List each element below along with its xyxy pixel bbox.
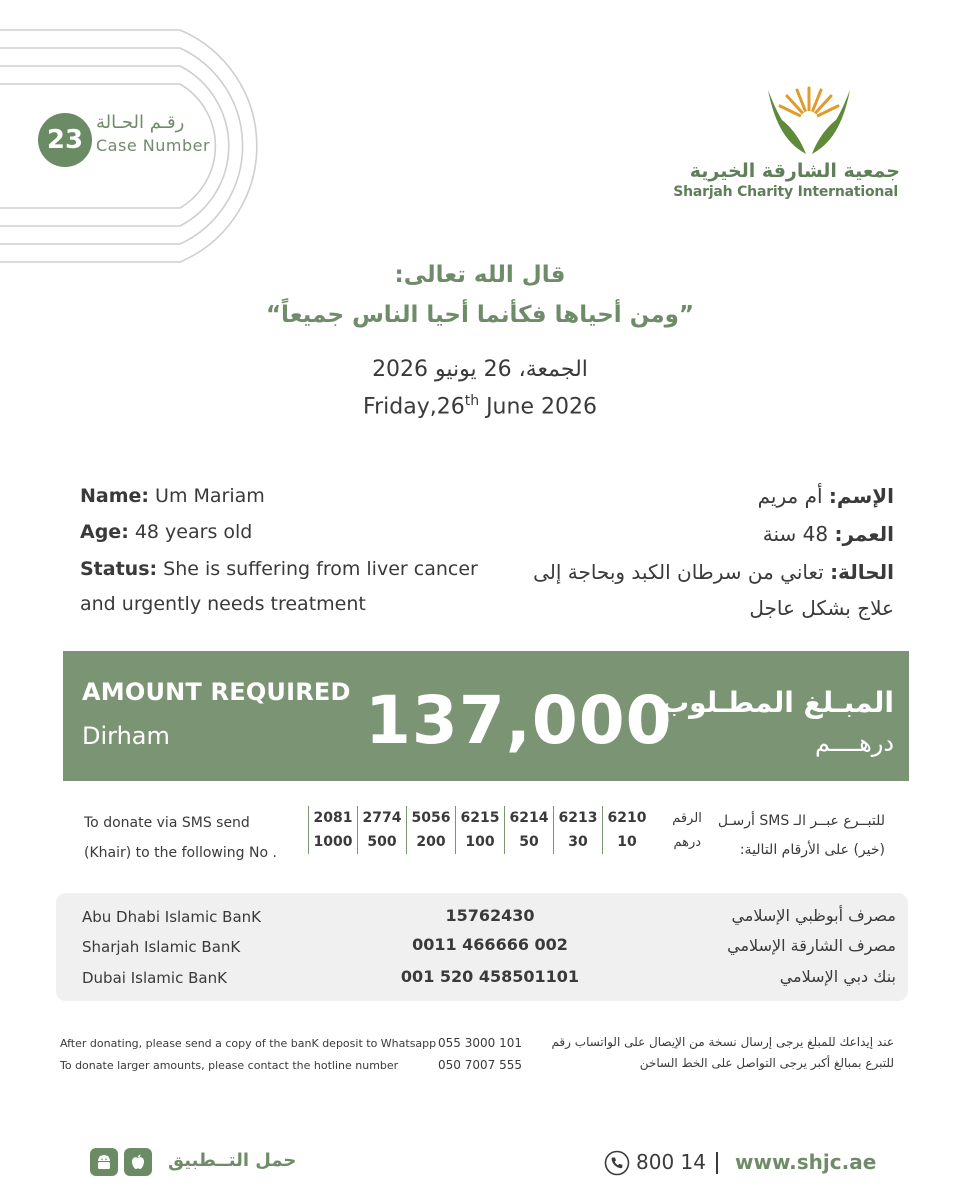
bank-name-ar: مصرف الشارقة الإسلامي [727, 936, 896, 955]
sms-instructions-en-2: (Khair) to the following No . [84, 845, 277, 861]
status-value-en-2: and urgently needs treatment [80, 593, 366, 615]
date-en [0, 393, 960, 419]
download-app-label: حمل التــطبيق [168, 1150, 297, 1171]
amount-label-en: AMOUNT REQUIRED [82, 678, 351, 706]
hands-sun-logo-icon [764, 80, 854, 160]
logo-name-en: Sharjah Charity International [673, 184, 898, 200]
amount-value: 137,000 [365, 682, 673, 759]
name-label-en: Name: [80, 485, 150, 507]
date-en-prefix: Friday,26 [363, 394, 465, 420]
sms-number: 6215 [456, 806, 505, 830]
status-value-ar-1: تعاني من سرطان الكبد وبحاجة إلى [533, 560, 831, 584]
age-row-en [80, 521, 252, 543]
apple-icon [129, 1153, 147, 1171]
age-value-en: 48 years old [128, 521, 253, 543]
date-ar: الجمعة، 26 يونيو 2026 [372, 357, 588, 382]
name-row-en [80, 485, 265, 507]
amount-label-ar: المبـلغ المطـلوب [660, 686, 894, 719]
sms-number: 5056 [407, 806, 456, 830]
status-label-en: Status: [80, 558, 158, 580]
website-link[interactable]: www.shjc.ae [735, 1150, 877, 1174]
age-row-ar [763, 522, 894, 546]
status-value-ar-2: علاج بشكل عاجل [749, 596, 894, 620]
sms-number: 2774 [358, 806, 407, 830]
age-label-ar: العمر: [834, 522, 894, 546]
name-value-en: Um Mariam [149, 485, 265, 507]
sms-number: 6213 [554, 806, 603, 830]
bank-account-number: 0011 466666 002 [412, 935, 568, 954]
android-icon [95, 1153, 113, 1171]
sms-amount: 50 [505, 830, 554, 854]
case-number-badge: 23 [38, 113, 92, 167]
name-label-ar: الإسم: [828, 484, 894, 508]
amount-unit-ar: درهــــم [814, 729, 894, 757]
sms-instructions-ar-2: (خير) على الأرقام التالية: [739, 842, 885, 858]
sms-number: 2081 [309, 806, 358, 830]
status-row-en [80, 558, 478, 580]
sms-amount: 100 [456, 830, 505, 854]
status-row-ar [533, 560, 894, 584]
android-app-button[interactable] [90, 1148, 118, 1176]
whatsapp-number: 055 3000 101 [438, 1036, 522, 1050]
logo-name-ar: جمعية الشارقة الخيرية [689, 160, 900, 182]
hotline-short-number[interactable]: 800 14 [636, 1150, 706, 1174]
age-value-ar: 48 سنة [762, 522, 835, 546]
footer-whatsapp-note-en: After donating, please send a copy of the banK deposit to Whatsapp [60, 1037, 437, 1050]
footer-whatsapp-note-ar: عند إيداعك للمبلغ يرجى إرسال نسخة من الإيصال على الواتساب رقم [551, 1035, 894, 1049]
bank-name-en: Sharjah Islamic BanK [82, 938, 241, 956]
date-en-suffix: June 2026 [479, 394, 597, 420]
bank-name-ar: بنك دبي الإسلامي [779, 967, 896, 986]
sms-amount: 30 [554, 830, 603, 854]
amount-unit-en: Dirham [82, 722, 170, 750]
footer-divider [716, 1152, 718, 1174]
bank-name-en: Dubai Islamic BanK [82, 969, 227, 987]
footer-hotline-note-en: To donate larger amounts, please contact the hotline number [60, 1059, 399, 1072]
age-label-en: Age: [80, 521, 129, 543]
sms-amount-label: درهم [673, 834, 702, 850]
bank-account-number: 15762430 [445, 906, 535, 925]
sms-number: 6214 [505, 806, 554, 830]
sms-instructions-ar-1: للتبــرع عبــر الـ SMS أرسـل [717, 813, 885, 829]
sms-instructions-en-1: To donate via SMS send [84, 815, 250, 831]
verse-line-1: قال الله تعالى: [394, 262, 566, 288]
case-number-label-ar: رقـم الحـالة [96, 112, 185, 133]
case-number-label-en: Case Number [96, 136, 211, 155]
footer-hotline-note-ar: للتبرع بمبالغ أكبر يرجى التواصل على الخط الساخن [639, 1056, 894, 1070]
bank-name-en: Abu Dhabi Islamic BanK [82, 908, 261, 926]
date-en-sup: th [464, 393, 480, 409]
sms-amount: 200 [407, 830, 456, 854]
sms-amounts-row [309, 830, 716, 854]
status-label-ar: الحالة: [830, 560, 894, 584]
sms-amount: 1000 [309, 830, 358, 854]
sms-amount: 10 [603, 830, 652, 854]
sms-number: 6210 [603, 806, 652, 830]
phone-icon [604, 1150, 630, 1176]
name-row-ar [758, 484, 894, 508]
status-value-en-1: She is suffering from liver cancer [157, 558, 478, 580]
bank-name-ar: مصرف أبوظبي الإسلامي [731, 906, 896, 925]
apple-app-button[interactable] [124, 1148, 152, 1176]
hotline-number: 050 7007 555 [438, 1058, 522, 1072]
sms-codes-table [308, 806, 716, 854]
bank-account-number: 001 520 458501101 [400, 967, 580, 986]
sms-amount: 500 [358, 830, 407, 854]
name-value-ar: أم مريم [757, 484, 829, 508]
verse-line-2: ”ومن أحياها فكأنما أحيا الناس جميعاً“ [265, 302, 695, 328]
sms-number-label: الرقم [672, 810, 702, 826]
sms-numbers-row [309, 806, 716, 830]
